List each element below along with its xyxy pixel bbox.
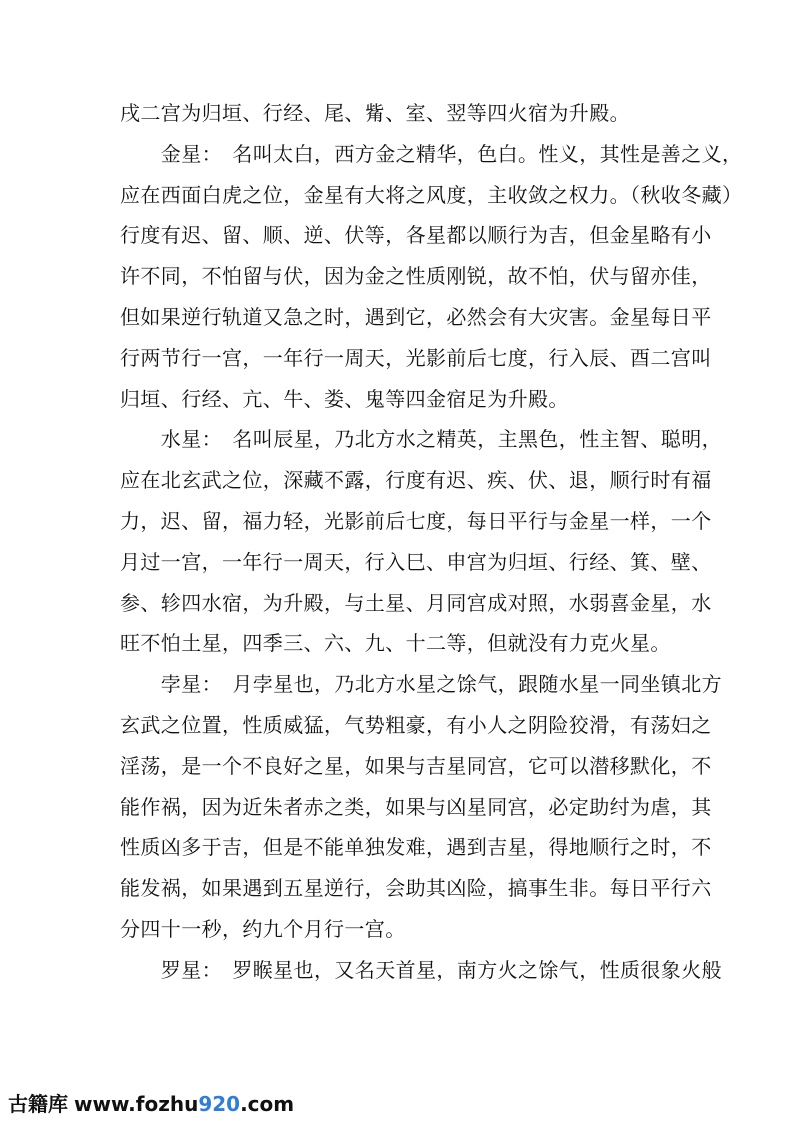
footer-url-number: 920 <box>198 1092 241 1116</box>
text-line: 但如果逆行轨道又急之时，遇到它，必然会有大灾害。金星每日平 <box>120 304 712 329</box>
text-line: 许不同，不怕留与伏，因为金之性质刚锐，故不怕，伏与留亦佳， <box>120 264 712 289</box>
text-line: 孛星： 月孛星也，乃北方水星之馀气，跟随水星一同坐镇北方 <box>120 672 722 697</box>
text-line: 戌二宫为归垣、行经、尾、觜、室、翌等四火宿为升殿。 <box>120 101 630 125</box>
text-line: 力，迟、留，福力轻，光影前后七度，每日平行与金星一样，一个 <box>120 508 712 533</box>
text-line: 淫荡，是一个不良好之星，如果与吉星同宫，它可以潜移默化，不 <box>120 753 712 778</box>
footer-watermark <box>8 1088 294 1117</box>
text-line: 应在北玄武之位，深藏不露，行度有迟、疾、伏、退，顺行时有福 <box>120 468 712 493</box>
text-line: 应在西面白虎之位，金星有大将之风度，主收敛之权力。（秋收冬藏） <box>120 182 743 207</box>
text-line: 行度有迟、留、顺、逆、伏等，各星都以顺行为吉，但金星略有小 <box>120 223 712 248</box>
text-line: 金星： 名叫太白，西方金之精华，色白。性义，其性是善之义， <box>120 141 743 166</box>
footer-url-suffix: .com <box>240 1092 295 1116</box>
text-line: 性质凶多于吉，但是不能单独发难，遇到吉星，得地顺行之时，不 <box>120 835 712 860</box>
document-body <box>120 93 743 991</box>
text-line: 罗星： 罗睺星也，又名天首星，南方火之馀气，性质很象火般 <box>120 957 722 982</box>
text-line: 分四十一秒，约九个月行一宫。 <box>120 916 406 941</box>
text-line: 行两节行一宫，一年行一周天，光影前后七度，行入辰、酉二宫叫 <box>120 345 712 370</box>
text-line: 参、轸四水宿，为升殿，与土星、月同宫成对照，水弱喜金星，水 <box>120 590 712 615</box>
footer-site-name: 古籍库 <box>8 1092 68 1116</box>
text-line: 归垣、行经、亢、牛、娄、鬼等四金宿足为升殿。 <box>120 386 569 411</box>
text-line: 月过一宫，一年行一周天，行入巳、申宫为归垣、行经、箕、壁、 <box>120 549 712 574</box>
text-line: 旺不怕土星，四季三、六、九、十二等，但就没有力克火星。 <box>120 631 671 656</box>
footer-url-prefix: www.fozhu <box>74 1092 199 1116</box>
footer-url[interactable] <box>74 1092 294 1116</box>
text-line: 玄武之位置，性质威猛，气势粗豪，有小人之阴险狡滑，有荡妇之 <box>120 712 712 737</box>
text-line: 能作祸，因为近朱者赤之类，如果与凶星同宫，必定助纣为虐，其 <box>120 794 712 819</box>
text-line: 水星： 名叫辰星，乃北方水之精英，主黑色，性主智、聪明， <box>120 427 722 452</box>
text-line: 能发祸，如果遇到五星逆行，会助其凶险，搞事生非。每日平行六 <box>120 876 712 901</box>
